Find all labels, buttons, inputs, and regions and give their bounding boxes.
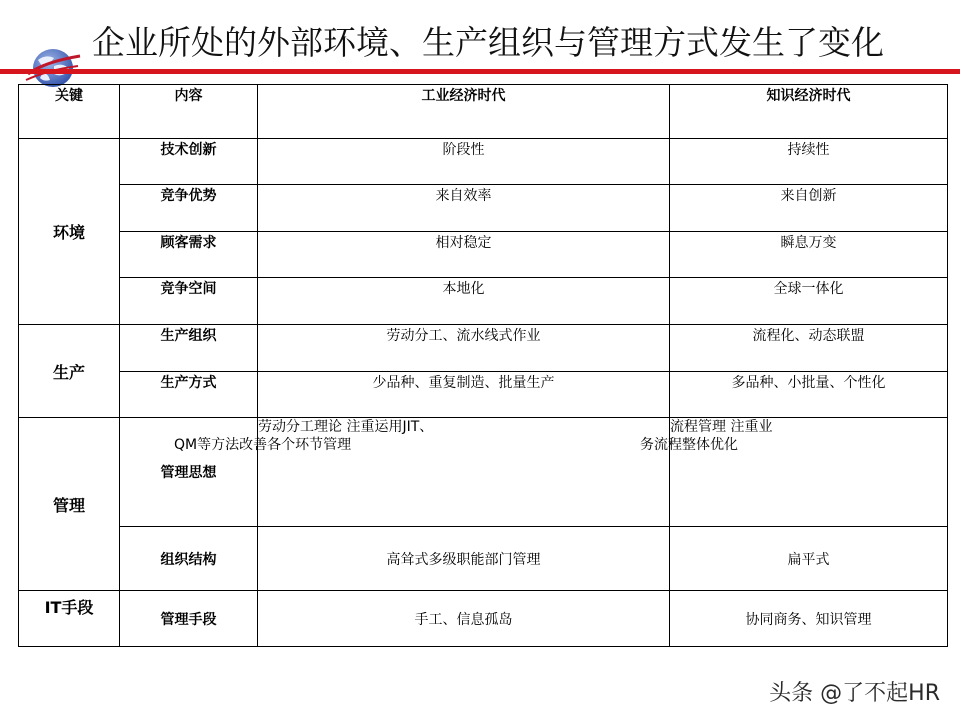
row-knowledge: 持续性 <box>670 138 948 185</box>
row-knowledge <box>640 418 948 527</box>
table-row <box>19 591 948 647</box>
row-item: 竞争空间 <box>120 278 258 325</box>
row-industrial-line2: QM等方法改善各个环节管理 <box>174 437 352 454</box>
group-key-environment: 环境 <box>19 138 120 324</box>
header-industrial: 工业经济时代 <box>258 85 670 139</box>
table-row <box>19 371 948 418</box>
row-item: 技术创新 <box>120 138 258 185</box>
row-industrial: 少品种、重复制造、批量生产 <box>258 371 670 418</box>
row-industrial: 手工、信息孤岛 <box>258 591 670 647</box>
table-row <box>19 418 948 527</box>
row-item: 管理手段 <box>120 591 258 647</box>
group-key-management: 管理 <box>19 418 120 591</box>
table-header-row <box>19 85 948 139</box>
comparison-table <box>18 84 948 647</box>
row-item: 组织结构 <box>120 527 258 591</box>
row-industrial: 劳动分工、流水线式作业 <box>258 324 670 371</box>
row-knowledge: 瞬息万变 <box>670 231 948 278</box>
row-item: 竞争优势 <box>120 185 258 232</box>
header-knowledge: 知识经济时代 <box>670 85 948 139</box>
row-knowledge: 扁平式 <box>670 527 948 591</box>
table-row <box>19 324 948 371</box>
row-industrial: 相对稳定 <box>258 231 670 278</box>
row-industrial-line1: 劳动分工理论 注重运用JIT、 <box>258 419 434 436</box>
row-industrial: 阶段性 <box>258 138 670 185</box>
row-knowledge: 协同商务、知识管理 <box>670 591 948 647</box>
table-row <box>19 185 948 232</box>
header-content: 内容 <box>120 85 258 139</box>
row-item: 管理思想 <box>120 418 258 527</box>
row-industrial: 来自效率 <box>258 185 670 232</box>
row-item: 生产方式 <box>120 371 258 418</box>
row-knowledge: 全球一体化 <box>670 278 948 325</box>
table-row <box>19 527 948 591</box>
row-knowledge-line2: 务流程整体优化 <box>640 437 738 454</box>
group-key-it: IT手段 <box>19 591 120 647</box>
row-knowledge: 流程化、动态联盟 <box>670 324 948 371</box>
table-row <box>19 138 948 185</box>
title-divider <box>0 69 960 74</box>
row-industrial: 本地化 <box>258 278 670 325</box>
slide-title: 企业所处的外部环境、生产组织与管理方式发生了变化 <box>92 23 884 62</box>
table-row <box>19 231 948 278</box>
header-key: 关键 <box>19 85 120 139</box>
row-industrial: 高耸式多级职能部门管理 <box>258 527 670 591</box>
row-item: 顾客需求 <box>120 231 258 278</box>
row-knowledge: 多品种、小批量、个性化 <box>670 371 948 418</box>
group-key-production: 生产 <box>19 324 120 417</box>
row-knowledge-line1: 流程管理 注重业 <box>670 419 773 436</box>
row-knowledge: 来自创新 <box>670 185 948 232</box>
table-row <box>19 278 948 325</box>
watermark: 头条 @了不起HR <box>769 681 940 706</box>
row-item: 生产组织 <box>120 324 258 371</box>
